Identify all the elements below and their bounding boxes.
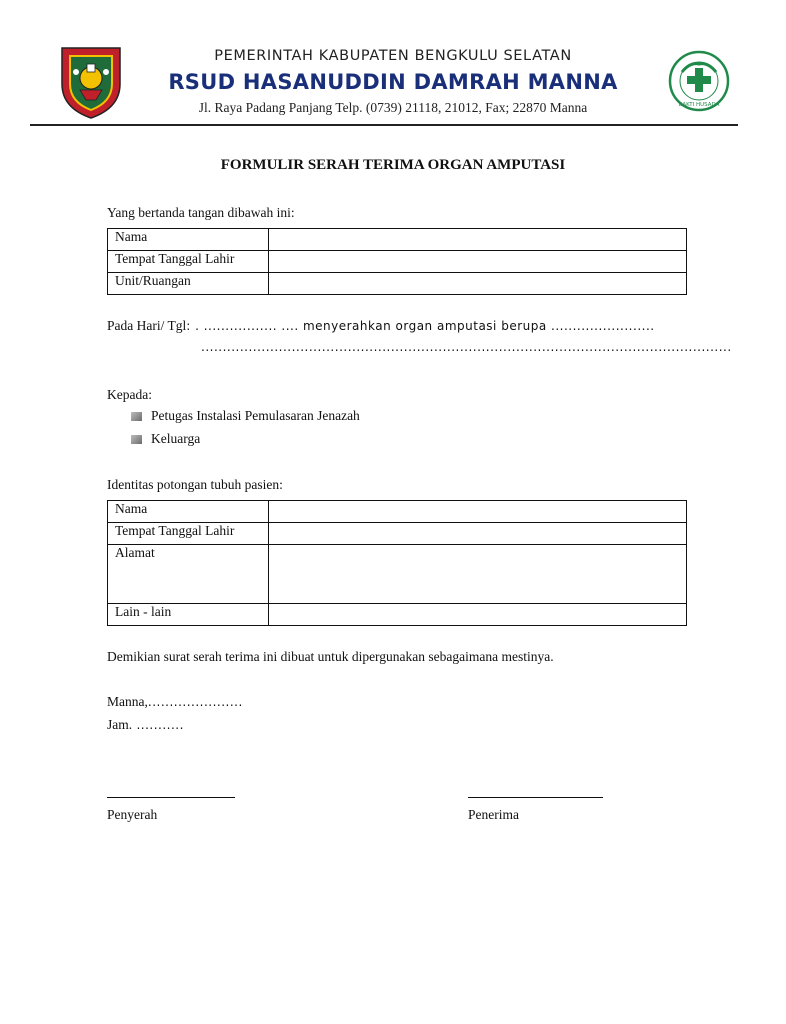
signer-row-birth <box>108 251 687 273</box>
header-divider <box>30 124 738 126</box>
signer-intro: Yang bertanda tangan dibawah ini: <box>107 205 295 220</box>
recipient-option-mortuary[interactable] <box>131 408 360 424</box>
handover-line <box>107 318 655 334</box>
place-date-field[interactable]: ...................... <box>147 695 243 709</box>
hospital-address: Jl. Raya Padang Panjang Telp. (0739) 21118, 21012, Fax; 22870 Manna <box>198 100 588 115</box>
patient-label-birth: Tempat Tanggal Lahir <box>108 523 269 545</box>
signer-name-field[interactable] <box>269 229 687 251</box>
closing-statement: Demikian surat serah terima ini dibuat untuk dipergunakan sebagaimana mestinya. <box>107 649 554 664</box>
signer-label-name: Nama <box>108 229 269 251</box>
signer-label-birth: Tempat Tanggal Lahir <box>108 251 269 273</box>
time-line <box>107 717 184 733</box>
signer-birth-field[interactable] <box>269 251 687 273</box>
handover-date-field[interactable]: : . ................. .... menyerahkan organ amputasi berupa ........................ <box>186 319 655 333</box>
signer-label-unit: Unit/Ruangan <box>108 273 269 295</box>
patient-row-address <box>108 545 687 604</box>
time-field[interactable]: ........... <box>132 718 184 732</box>
recipient-option-label: Petugas Instalasi Pemulasaran Jenazah <box>151 408 360 423</box>
form-title: FORMULIR SERAH TERIMA ORGAN AMPUTASI <box>220 157 566 173</box>
amputated-organ-field[interactable]: ........................................................................................................................... <box>201 340 732 354</box>
bakti-husada-logo <box>668 50 730 112</box>
handover-label: Pada Hari/ Tgl <box>107 318 187 333</box>
recipient-option-family[interactable] <box>131 431 200 447</box>
signer-row-unit <box>108 273 687 295</box>
patient-other-field[interactable] <box>269 604 687 626</box>
signer-row-name <box>108 229 687 251</box>
recipient-label: Kepada: <box>107 387 152 402</box>
sender-signature-line[interactable] <box>107 797 235 798</box>
right-logo-text: BAKTI HUSADA <box>678 102 720 108</box>
patient-birth-field[interactable] <box>269 523 687 545</box>
patient-label-address: Alamat <box>108 545 269 604</box>
place-line <box>107 694 243 710</box>
patient-label-other: Lain - lain <box>108 604 269 626</box>
patient-intro: Identitas potongan tubuh pasien: <box>107 477 283 492</box>
patient-address-field[interactable] <box>269 545 687 604</box>
patient-row-name <box>108 501 687 523</box>
signer-unit-field[interactable] <box>269 273 687 295</box>
sender-label: Penyerah <box>107 807 158 822</box>
signer-table <box>107 228 687 295</box>
checkbox-icon[interactable] <box>131 435 142 444</box>
time-label: Jam. <box>107 717 133 732</box>
patient-row-other <box>108 604 687 626</box>
patient-row-birth <box>108 523 687 545</box>
recipient-option-label: Keluarga <box>151 431 201 446</box>
receiver-label: Penerima <box>468 807 519 822</box>
checkbox-icon[interactable] <box>131 412 142 421</box>
place-label: Manna, <box>107 694 148 709</box>
patient-table <box>107 500 687 626</box>
patient-name-field[interactable] <box>269 501 687 523</box>
hospital-name: RSUD HASANUDDIN DAMRAH MANNA <box>168 70 618 94</box>
receiver-signature-line[interactable] <box>468 797 603 798</box>
government-heading: PEMERINTAH KABUPATEN BENGKULU SELATAN <box>214 48 572 64</box>
patient-label-name: Nama <box>108 501 269 523</box>
